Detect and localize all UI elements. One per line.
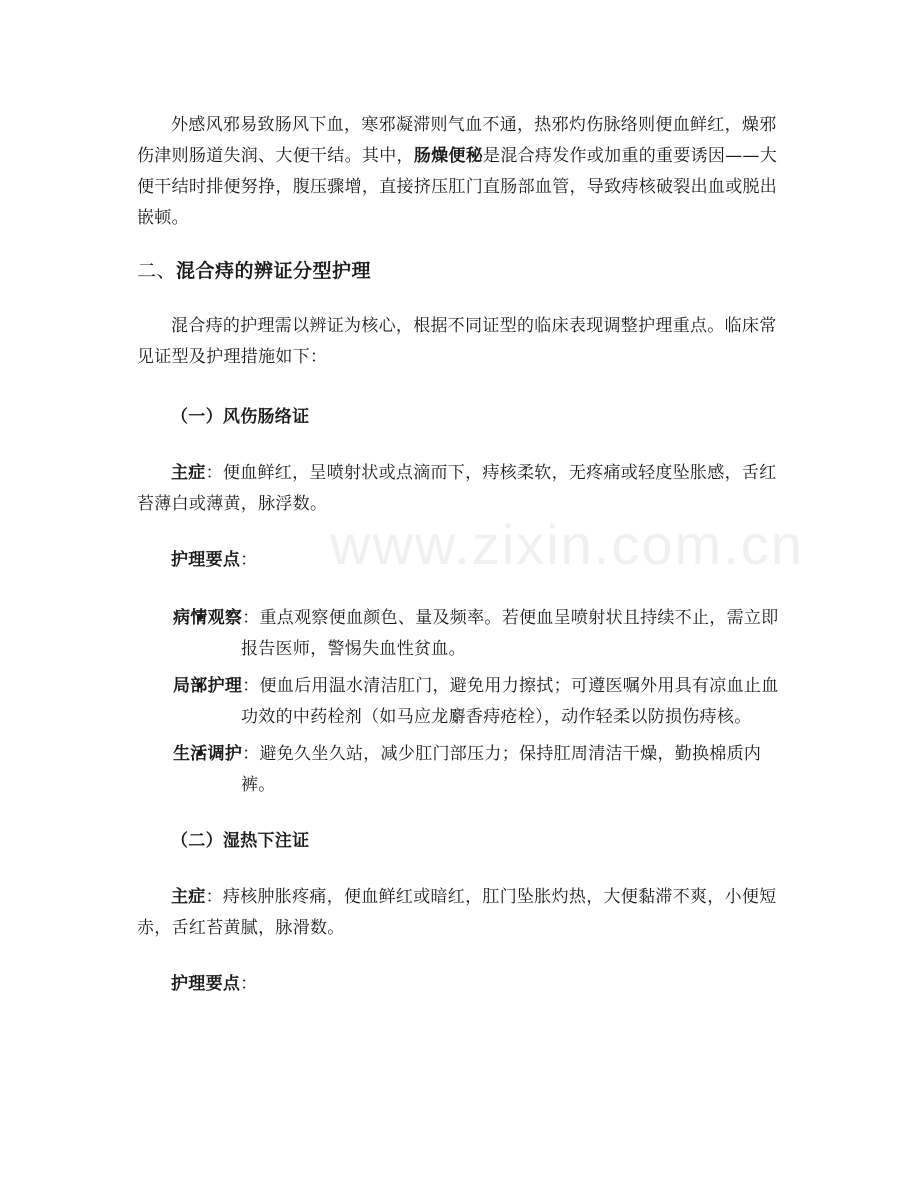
subsection-heading-1: （一）风伤肠络证 — [171, 407, 310, 427]
nursing-label: 护理要点 — [171, 550, 241, 570]
main-symptoms-2 — [137, 882, 787, 944]
item-label: 生活调护 — [173, 744, 243, 764]
watermark: www.zixin.com.cn — [330, 513, 804, 576]
section-number: 二、 — [137, 260, 177, 282]
section-title: 混合痔的辨证分型护理 — [176, 260, 372, 282]
item-text: ：便血后用温水清洁肛门，避免用力擦拭；可遵医嘱外用具有凉血止血功效的中药栓剂（如马应龙麝香痔疮栓），动作轻柔以防损伤痔核。 — [241, 676, 779, 727]
document-content — [137, 110, 787, 1027]
main-symptoms-1 — [137, 458, 787, 520]
item-text: ：避免久坐久站，减少肛门部压力；保持肛周清洁干燥，勤换棉质内裤。 — [241, 744, 762, 795]
list-item — [137, 671, 787, 733]
item-label: 病情观察 — [173, 608, 243, 628]
para1-text-after: 是混合痔发作或加重的重要诱因——大便干结时排便努挣，腹压骤增，直接挤压肛门直肠部血管，导致痔核破裂出血或脱出嵌顿。 — [137, 146, 778, 228]
subsection-heading-2: （二）湿热下注证 — [171, 831, 310, 851]
list-item — [137, 603, 787, 665]
main-text: ：痔核肿胀疼痛，便血鲜红或暗红，肛门坠胀灼热，大便黏滞不爽，小便短赤，舌红苔黄腻，脉滑数。 — [137, 887, 777, 938]
main-text: ：便血鲜红，呈喷射状或点滴而下，痔核柔软，无疼痛或轻度坠胀感，舌红苔薄白或薄黄，脉浮数。 — [137, 463, 777, 514]
section-intro: 混合痔的护理需以辨证为核心，根据不同证型的临床表现调整护理重点。临床常见证型及护理措施如下： — [137, 316, 777, 367]
nursing-colon: ： — [240, 974, 258, 994]
main-label: 主症 — [171, 463, 206, 483]
nursing-list-1 — [137, 603, 787, 801]
section-heading — [137, 256, 787, 287]
nursing-label: 护理要点 — [171, 974, 241, 994]
nursing-heading-2 — [137, 969, 787, 1000]
para1-bold-term: 肠燥便秘 — [413, 146, 484, 166]
item-label: 局部护理 — [173, 676, 243, 696]
main-label: 主症 — [171, 887, 206, 907]
item-text: ：重点观察便血颜色、量及频率。若便血呈喷射状且持续不止，需立即报告医师，警惕失血性贫血。 — [241, 608, 779, 659]
list-item — [137, 739, 787, 801]
paragraph-causes — [137, 110, 787, 234]
nursing-heading-1 — [137, 545, 787, 576]
nursing-colon: ： — [240, 550, 258, 570]
para1-text-before: 外感风邪易致肠风下血，寒邪凝滞则气血不通，热邪灼伤脉络则便血鲜红，燥邪伤津则肠道失润、大便干结。其中， — [137, 115, 777, 166]
